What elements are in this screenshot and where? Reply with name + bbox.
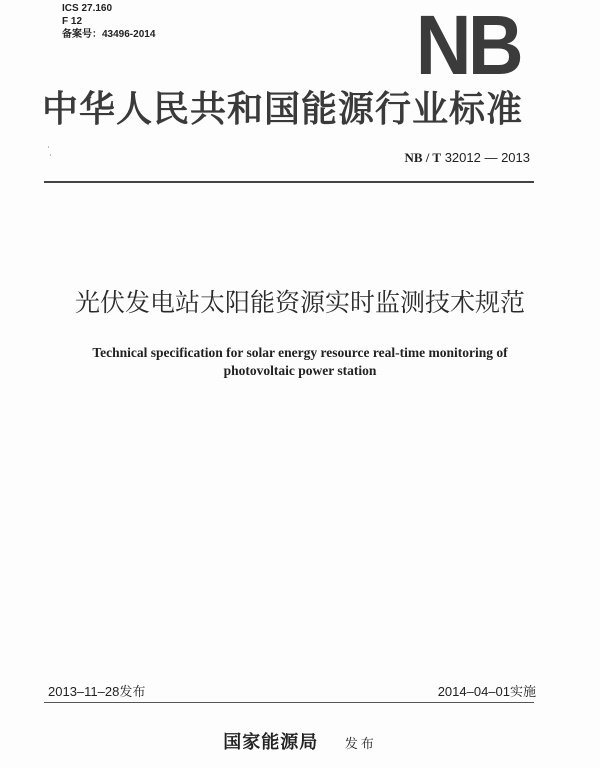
classification-block [62, 2, 155, 41]
english-title-line-2: photovoltaic power station [223, 363, 377, 378]
publisher-action: 发布 [344, 737, 377, 752]
nb-logo: NB [415, 0, 520, 92]
standard-number [404, 150, 530, 166]
scan-speck [48, 146, 49, 148]
filing-number: 备案号：43496-2014 [62, 29, 156, 40]
ics-code: ICS 27.160 [62, 3, 113, 14]
publisher-name: 国家能源局 [223, 732, 319, 753]
header-divider [44, 181, 534, 183]
standard-number-code: 32012 — 2013 [444, 150, 530, 165]
document-title-chinese: 光伏发电站太阳能资源实时监测技术规范 [74, 288, 525, 317]
scan-speck [50, 154, 51, 156]
english-title-line-1: Technical specification for solar energy resource real-time monitoring of [92, 345, 508, 360]
publisher-line [0, 728, 600, 754]
classification-code: F 12 [62, 16, 83, 27]
implementation-date: 2014–04–01实施 [437, 684, 536, 699]
footer-divider [44, 702, 534, 703]
document-title-english [60, 344, 540, 380]
standard-number-prefix: NB / T [404, 150, 442, 165]
issue-date: 2013–11–28发布 [48, 684, 146, 699]
issuing-standard-category: 中华人民共和国能源行业标准 [42, 88, 524, 130]
